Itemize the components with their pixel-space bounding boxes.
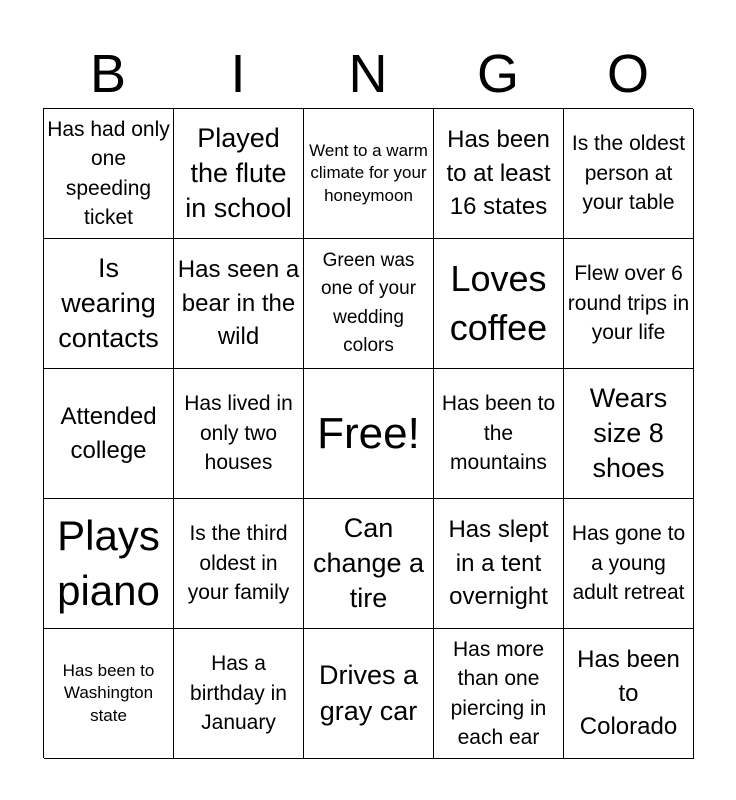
cell-text: Has lived in only two houses xyxy=(184,392,293,475)
cell-text: Has been to Washington state xyxy=(62,661,155,725)
bingo-cell[interactable] xyxy=(434,499,564,629)
bingo-cell[interactable] xyxy=(44,499,174,629)
cell-text: Has had only one speeding ticket xyxy=(47,117,170,229)
bingo-cell[interactable] xyxy=(44,109,174,239)
cell-text: Free! xyxy=(317,409,420,458)
bingo-cell[interactable] xyxy=(304,239,434,369)
bingo-cell[interactable] xyxy=(174,629,304,759)
cell-text: Wears size 8 shoes xyxy=(589,382,668,484)
header-letter-b: B xyxy=(89,44,127,104)
header-letter-g: G xyxy=(476,44,519,104)
free-space[interactable] xyxy=(304,369,434,499)
cell-text: Went to a warm climate for your honeymoon xyxy=(309,141,428,205)
bingo-cell[interactable] xyxy=(434,239,564,369)
bingo-cell[interactable] xyxy=(174,109,304,239)
cell-text: Has a birthday in January xyxy=(190,652,287,735)
cell-text: Has been to the mountains xyxy=(441,392,556,475)
cell-text: Has more than one piercing in each ear xyxy=(450,637,547,749)
cell-text: Plays piano xyxy=(57,511,160,614)
cell-text: Loves coffee xyxy=(449,257,548,348)
header-letter-i: I xyxy=(230,44,246,104)
cell-text: Is the third oldest in your family xyxy=(187,522,290,605)
cell-text: Played the flute in school xyxy=(185,122,292,224)
bingo-cell[interactable] xyxy=(564,109,694,239)
bingo-cell[interactable] xyxy=(304,629,434,759)
cell-text: Flew over 6 round trips in your life xyxy=(567,262,690,345)
cell-text: Is the oldest person at your table xyxy=(571,132,686,215)
cell-text: Attended college xyxy=(60,402,157,464)
cell-text: Has seen a bear in the wild xyxy=(177,256,300,351)
bingo-cell[interactable] xyxy=(564,239,694,369)
cell-text: Is wearing contacts xyxy=(58,252,159,354)
bingo-cell[interactable] xyxy=(434,109,564,239)
bingo-cell[interactable] xyxy=(564,499,694,629)
cell-text: Has been to Colorado xyxy=(577,646,680,741)
header-letter-n: N xyxy=(348,44,388,104)
bingo-board xyxy=(43,108,693,758)
bingo-cell[interactable] xyxy=(44,239,174,369)
cell-text: Has slept in a tent overnight xyxy=(448,516,549,611)
bingo-cell[interactable] xyxy=(44,629,174,759)
cell-text: Can change a tire xyxy=(312,512,425,614)
cell-text: Green was one of your wedding colors xyxy=(320,249,417,356)
bingo-cell[interactable] xyxy=(44,369,174,499)
bingo-cell[interactable] xyxy=(304,499,434,629)
header-letter-o: O xyxy=(606,44,649,104)
bingo-cell[interactable] xyxy=(434,629,564,759)
bingo-cell[interactable] xyxy=(304,109,434,239)
bingo-cell[interactable] xyxy=(564,369,694,499)
bingo-cell[interactable] xyxy=(174,239,304,369)
bingo-cell[interactable] xyxy=(564,629,694,759)
cell-text: Has been to at least 16 states xyxy=(446,126,551,221)
bingo-cell[interactable] xyxy=(174,369,304,499)
cell-text: Has gone to a young adult retreat xyxy=(571,522,686,605)
bingo-header xyxy=(43,40,693,108)
bingo-cell[interactable] xyxy=(434,369,564,499)
bingo-cell[interactable] xyxy=(174,499,304,629)
cell-text: Drives a gray car xyxy=(318,660,419,726)
